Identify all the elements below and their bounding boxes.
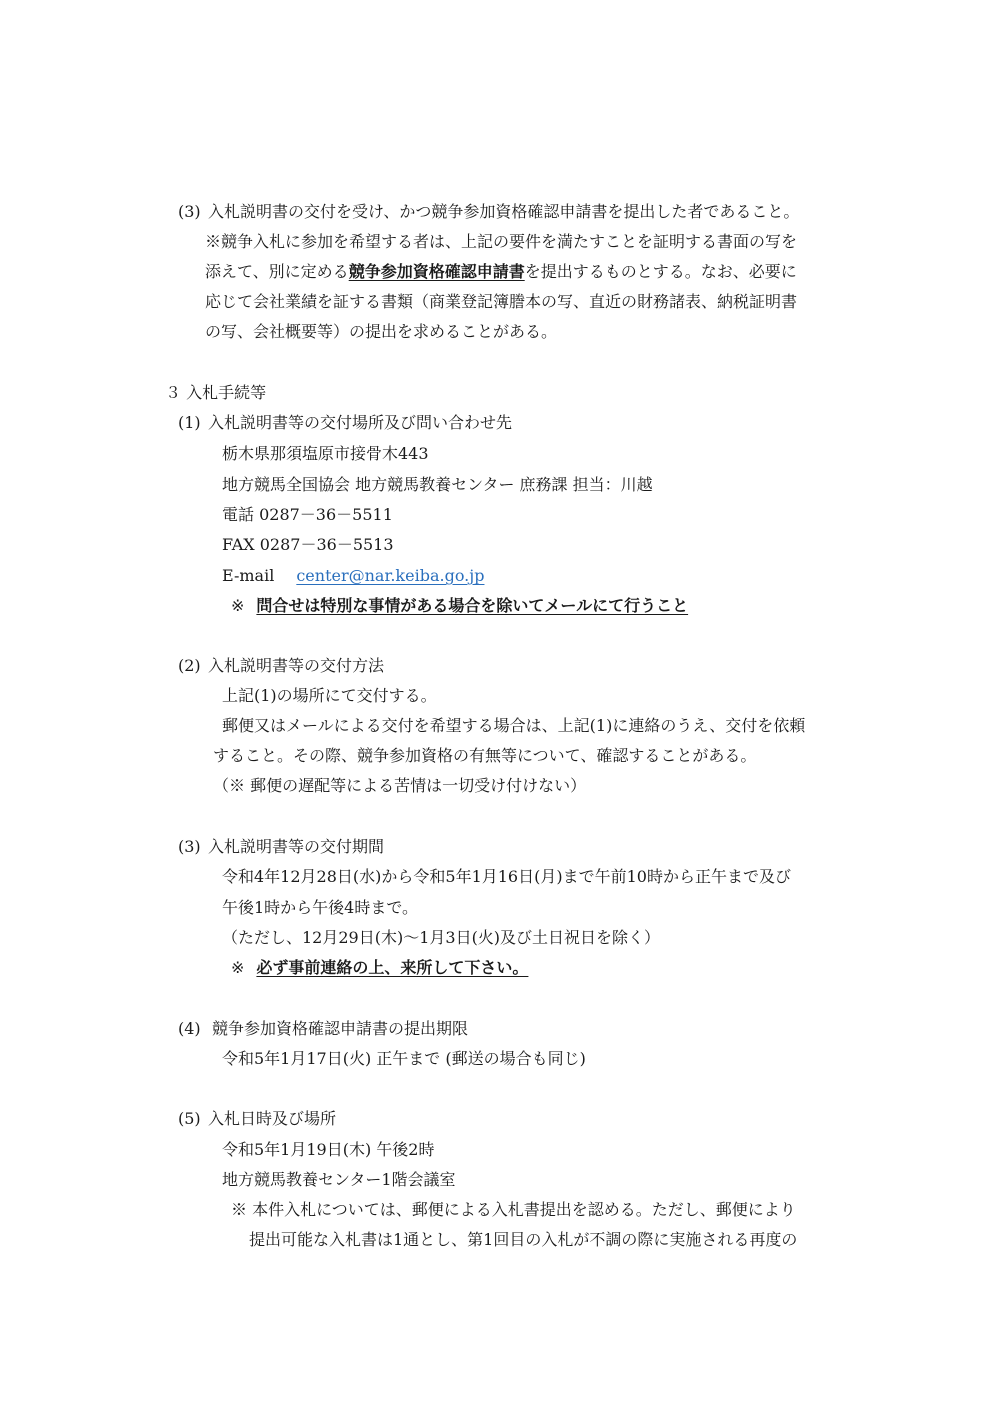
- item-3-note-line-1: ※競争入札に参加を希望する者は、上記の要件を満たすことを証明する書面の写を: [205, 232, 798, 251]
- notice-mark: ※: [231, 958, 245, 977]
- p5-note-line-1: ※ 本件入札については、郵便による入札書提出を認める。ただし、郵便により: [231, 1200, 796, 1219]
- item-3-note-line-3: 応じて会社業績を証する書類（商業登記簿謄本の写、直近の財務諸表、納税証明書: [205, 292, 798, 311]
- p1-number: (1): [178, 413, 201, 432]
- p2-line-3: すること。その際、競争参加資格の有無等について、確認することがある。: [213, 746, 757, 765]
- item-3-note-line-2: [205, 262, 797, 282]
- item-3-number: (3): [178, 202, 201, 221]
- p5-number: (5): [178, 1109, 201, 1128]
- p2-title: 入札説明書等の交付方法: [208, 656, 385, 675]
- item-3-note-line-4: の写、会社概要等）の提出を求めることがある。: [205, 322, 558, 341]
- p2-line-4: （※ 郵便の遅配等による苦情は一切受け付けない）: [213, 776, 587, 795]
- p1-address: 栃木県那須塩原市接骨木443: [222, 444, 429, 463]
- note-text-after: を提出するものとする。なお、必要に: [524, 262, 797, 281]
- notice-text: 必ず事前連絡の上、来所して下さい。: [256, 958, 529, 977]
- p4-deadline: 令和5年1月17日(火) 正午まで (郵送の場合も同じ): [222, 1049, 586, 1068]
- p3-line-1: 令和4年12月28日(水)から令和5年1月16日(月)まで午前10時から正午まで及び: [222, 867, 791, 886]
- p1-organization: 地方競馬全国協会 地方競馬教養センター 庶務課 担当：川越: [222, 475, 653, 494]
- p5-datetime: 令和5年1月19日(木) 午後2時: [222, 1140, 435, 1159]
- p4-title: 競争参加資格確認申請書の提出期限: [212, 1019, 469, 1038]
- p5-title: 入札日時及び場所: [208, 1109, 337, 1128]
- p4-number: (4): [178, 1019, 201, 1038]
- p1-telephone: 電話 0287－36－5511: [222, 505, 393, 524]
- p3-title: 入札説明書等の交付期間: [208, 837, 385, 856]
- p5-venue: 地方競馬教養センター1階会議室: [222, 1170, 456, 1189]
- p2-line-2: 郵便又はメールによる交付を希望する場合は、上記(1)に連絡のうえ、交付を依頼: [222, 716, 806, 735]
- notice-text: 問合せは特別な事情がある場合を除いてメールにて行うこと: [256, 596, 689, 615]
- p1-email-row: [222, 566, 484, 586]
- p3-line-3: （ただし、12月29日(木)～1月3日(火)及び土日祝日を除く）: [222, 928, 661, 947]
- p1-fax: FAX 0287－36－5513: [222, 535, 394, 554]
- notice-mark: ※: [231, 596, 245, 615]
- application-form-name: 競争参加資格確認申請書: [348, 262, 525, 281]
- p1-notice: [231, 596, 688, 616]
- email-label: E-mail: [222, 566, 275, 585]
- email-link[interactable]: center@nar.keiba.go.jp: [296, 566, 485, 585]
- p2-line-1: 上記(1)の場所にて交付する。: [222, 686, 437, 705]
- note-text-before: 添えて、別に定める: [205, 262, 349, 281]
- item-3-text: 入札説明書の交付を受け、かつ競争参加資格確認申請書を提出した者であること。: [208, 202, 800, 221]
- p3-line-2: 午後1時から午後4時まで。: [222, 898, 419, 917]
- p5-note-line-2: 提出可能な入札書は1通とし、第1回目の入札が不調の際に実施される再度の: [249, 1230, 798, 1249]
- p1-title: 入札説明書等の交付場所及び問い合わせ先: [208, 413, 513, 432]
- p3-number: (3): [178, 837, 201, 856]
- section-heading: ３ 入札手続等: [165, 383, 267, 402]
- p2-number: (2): [178, 656, 201, 675]
- p3-notice: [231, 958, 528, 978]
